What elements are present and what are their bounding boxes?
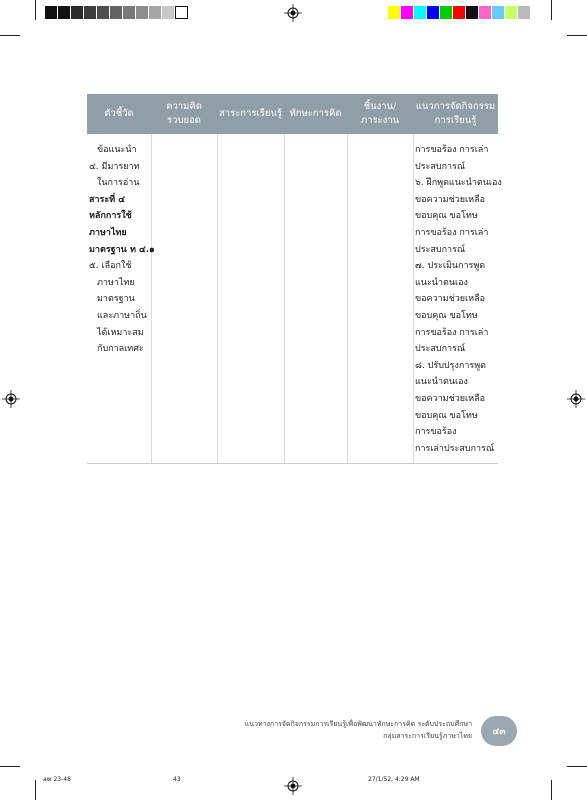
slug-filename: aw 23-48 [43,776,71,783]
activity-line: ขอความช่วยเหลือ [415,294,485,305]
indicator-line: ภาษาไทย [89,227,127,238]
activity-line: ขอบคุณ ขอโทษ [415,211,478,222]
color-swatch [427,6,440,19]
activity-line: การขอร้อง การเล่า [415,327,489,338]
color-swatch [401,6,414,19]
activity-line: การขอร้อง การเล่า [415,145,489,155]
color-swatch [136,6,149,19]
indicator-line: ๔. มีมารยาท [89,161,140,172]
header-workpiece: ชิ้นงาน/ ภาระงาน [360,101,400,126]
activity-line: ประสบการณ์ [415,244,466,255]
table-bottom-rule [87,463,498,464]
indicator-line: ข้อแนะนำ [97,145,137,155]
slug-datetime: 27/1/52, 4:29 AM [368,776,420,783]
footer-subject: กลุ่มสาระการเรียนรู้ภาษาไทย [383,732,472,740]
header-indicator: ตัวชี้วัด [104,108,134,119]
activity-line: ๗. ประเมินการพูด [415,261,486,272]
column-divider [413,134,414,464]
indicator-line: ได้เหมาะสม [97,327,144,338]
indicator-column [87,142,155,358]
activity-line: ประสบการณ์ [415,161,466,172]
table-header-row [87,94,498,134]
activity-line: การขอร้อง [415,427,457,438]
activity-line: ประสบการณ์ [415,344,466,355]
activity-line: ๘. ปรับปรุงการพูด [415,360,486,371]
color-swatch [58,6,71,19]
crop-mark [0,766,20,767]
color-swatch [492,6,505,19]
color-swatch [71,6,84,19]
header-learning-content: สาระการเรียนรู้ [218,108,283,119]
activity-line: ขอบคุณ ขอโทษ [415,310,478,321]
registration-mark-icon [2,390,20,408]
crop-mark [0,35,20,36]
color-swatch [123,6,136,19]
header-activity-approach: แนวการจัดกิจกรรม การเรียนรู้ [415,101,496,126]
indicator-line: มาตรฐาน [97,294,135,305]
color-swatch [149,6,162,19]
color-swatch [45,6,58,19]
page-number-badge [481,716,517,746]
color-swatch [466,6,479,19]
indicator-line: ภาษาไทย [97,277,135,288]
activity-line: การขอร้อง การเล่า [415,227,489,238]
registration-mark-icon [284,777,302,795]
crop-mark [35,780,36,800]
footer-book-title: แนวทางการจัดกิจกรรมการเรียนรู้เพื่อพัฒนาทักษะการคิด ระดับประถมศึกษา [244,720,472,728]
color-swatch [84,6,97,19]
crop-mark [35,0,36,20]
color-swatch [97,6,110,19]
color-swatch [505,6,518,19]
color-swatch [518,6,531,19]
cmyk-color-bar [388,6,531,19]
activity-line: ๖. ฝึกพูดแนะนำตนเอง [415,178,502,189]
column-divider [217,134,218,464]
column-divider [151,134,152,464]
crop-mark [567,766,587,767]
column-divider [284,134,285,464]
color-swatch [388,6,401,19]
activity-line: การเล่าประสบการณ์ [415,443,495,454]
indicator-line: หลักการใช้ [89,211,132,222]
registration-mark-icon [284,4,302,22]
color-swatch [479,6,492,19]
indicator-line: และภาษาถิ่น [97,310,147,321]
activity-line: ขอความช่วยเหลือ [415,393,485,404]
crop-mark [551,780,552,800]
page-number: ๔๓ [492,727,506,737]
learning-activity-table [87,94,502,464]
indicator-line: ในการอ่าน [97,178,140,189]
color-swatch [453,6,466,19]
crop-mark [551,0,552,20]
indicator-line: กับกาลเทศะ [97,344,144,355]
activity-line: ขอบคุณ ขอโทษ [415,410,478,421]
activity-line: ขอความช่วยเหลือ [415,194,485,205]
activity-column [415,142,502,457]
color-swatch [110,6,123,19]
header-concept: ความคิด รวบยอด [166,101,202,126]
color-swatch [440,6,453,19]
header-thinking-skills: ทักษะการคิด [289,108,342,119]
registration-mark-icon [567,390,585,408]
color-swatch [175,6,188,19]
slug-page: 43 [173,776,181,783]
indicator-line: มาตรฐาน ท ๔.๑ [89,244,155,255]
color-swatch [162,6,175,19]
activity-line: แนะนำตนเอง [415,377,468,388]
column-divider [347,134,348,464]
indicator-line: สาระที่ ๔ [89,194,126,205]
activity-line: แนะนำตนเอง [415,277,468,288]
color-swatch [414,6,427,19]
indicator-line: ๕. เลือกใช้ [89,261,132,272]
grayscale-color-bar [45,6,188,19]
crop-mark [567,35,587,36]
